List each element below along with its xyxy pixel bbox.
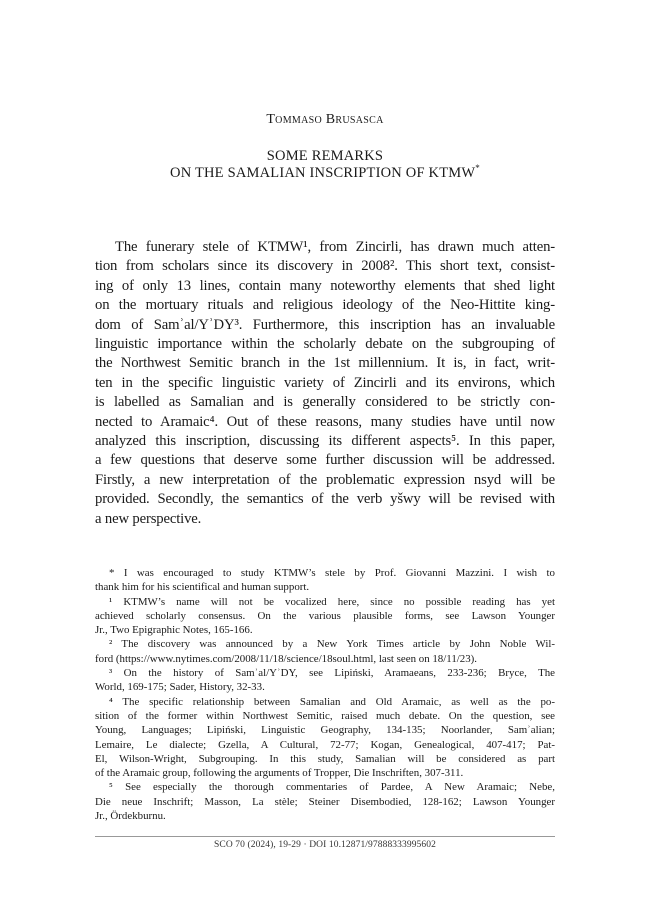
- footnote-line: ¹ KTMW’s name will not be vocalized here, since no possible reading has yet: [109, 595, 555, 608]
- footnote-line: Young, Languages; Lipiński, Linguistic Geography, 134-135; Noorlander, Samʾalian;: [95, 724, 555, 737]
- footnote-line: ford (https://www.nytimes.com/2008/11/18/science/18soul.html, last seen on 18/11/23).: [95, 652, 478, 665]
- body-line: a few questions that deserve some further discussion will be addressed.: [95, 452, 555, 469]
- footnote-line: ² The discovery was announced by a New York Times article by John Noble Wil-: [109, 638, 555, 651]
- title-footnote-marker: *: [475, 163, 480, 174]
- body-line: a new perspective.: [95, 510, 202, 527]
- body-line: on the mortuary rituals and religious ideology of the Neo-Hittite king-: [95, 297, 555, 314]
- footnote-line: of the Aramaic group, following the arguments of Tropper, Die Inschriften, 307-311.: [95, 767, 464, 780]
- body-line: Firstly, a new interpretation of the problematic expression nsyd will be: [95, 471, 555, 488]
- body-line: nected to Aramaic⁴. Out of these reasons, many studies have until now: [95, 413, 555, 430]
- footnote-line: ³ On the history of Samʾal/YʾDY, see Lipiński, Aramaeans, 233-236; Bryce, The: [109, 667, 555, 680]
- body-line: is labelled as Samalian and is generally considered to be strictly con-: [95, 394, 555, 411]
- footnote-line: Die neue Inschrift; Masson, La stèle; Steiner Disembodied, 128-162; Lawson Younger: [95, 795, 555, 808]
- paper-title: [0, 148, 650, 182]
- footnote-line: El, Wilson-Wright, Subgrouping. In this study, Samalian will be considered as part: [95, 752, 555, 765]
- footnote-line: ⁵ See especially the thorough commentaries of Pardee, A New Aramaic; Nebe,: [109, 781, 555, 794]
- footnotes: [95, 566, 555, 823]
- footnote-line: achieved scholarly consensus. On the various plausible forms, see Lawson Younger: [95, 609, 555, 622]
- body-line: The funerary stele of KTMW¹, from Zincirli, has drawn much atten-: [115, 239, 555, 255]
- body-line: the Northwest Semitic branch in the 1st millennium. It is, in fact, writ-: [95, 355, 555, 372]
- body-line: analyzed this inscription, discussing its different aspects⁵. In this paper,: [95, 433, 555, 450]
- body-line: ing of only 13 lines, contain many noteworthy elements that shed light: [95, 277, 555, 294]
- footnote-line: thank him for his scientifical and human support.: [95, 581, 310, 594]
- footnote-line: World, 169-175; Sader, History, 32-33.: [95, 681, 265, 694]
- footnote-line: Jr., Ördekburnu.: [95, 810, 166, 823]
- footnote-line: Jr., Two Epigraphic Notes, 165-166.: [95, 624, 253, 637]
- title-line-2-text: ON THE SAMALIAN INSCRIPTION OF KTMW: [170, 165, 476, 181]
- footnote-line: sition of the former within Northwest Semitic, raised much debate. On the question, see: [95, 709, 555, 722]
- body-line: tion from scholars since its discovery in 2008². This short text, consist-: [95, 258, 555, 275]
- footer-rule: [95, 836, 555, 837]
- title-line-2: [0, 165, 650, 182]
- page-footer-citation: SCO 70 (2024), 19-29 · DOI 10.12871/97888333995602: [214, 840, 436, 850]
- body-line: dom of Samʾal/YʾDY³. Furthermore, this inscription has an invaluable: [95, 316, 555, 333]
- title-line-1: SOME REMARKS: [266, 148, 384, 164]
- body-line: linguistic importance within the scholarly debate on the subgrouping of: [95, 336, 555, 353]
- body-line: provided. Secondly, the semantics of the verb yšwy will be revised with: [95, 491, 555, 508]
- body-line: ten in the specific linguistic variety of Zincirli and its environs, which: [95, 374, 555, 391]
- footnote-line: ⁴ The specific relationship between Samalian and Old Aramaic, as well as the po-: [109, 695, 555, 708]
- footnote-line: * I was encouraged to study KTMW’s stele by Prof. Giovanni Mazzini. I wish to: [109, 567, 555, 579]
- body-paragraph: [95, 238, 555, 529]
- author-name: Tommaso Brusasca: [266, 112, 384, 127]
- footnote-line: Lemaire, Le dialecte; Gzella, A Cultural, 72-77; Kogan, Genealogical, 407-417; Pat-: [95, 738, 555, 751]
